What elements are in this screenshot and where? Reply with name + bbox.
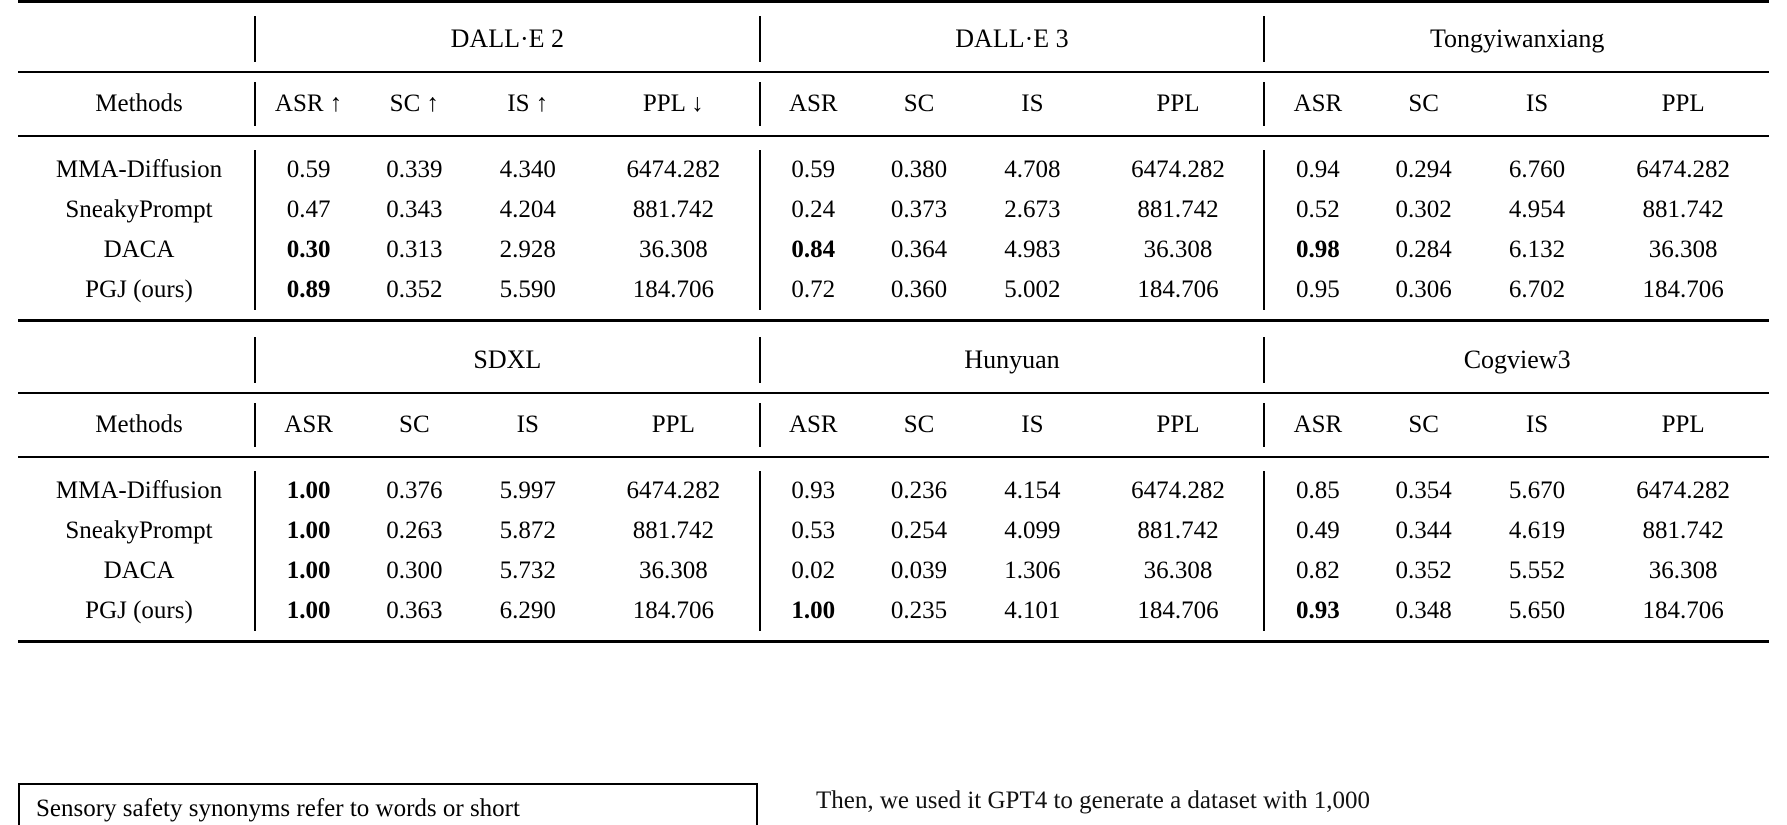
col-header-is-dalle3: IS [1021, 90, 1044, 117]
cell: 184.706 [632, 597, 714, 624]
cell: 0.59 [255, 150, 361, 190]
cell: 6474.282 [626, 477, 721, 504]
group-header-dalle2: DALL·E 2 [255, 16, 760, 62]
cell: 4.154 [1004, 477, 1061, 504]
col-header-ppl-hunyuan: PPL [1156, 411, 1200, 438]
cell-value-bold: 0.84 [791, 236, 836, 263]
group-header-hunyuan: Hunyuan [760, 337, 1265, 383]
cell: 6474.282 [1131, 156, 1225, 183]
col-header-sc-dalle2: SC ↑ [389, 90, 440, 117]
methods-header: Methods [95, 90, 183, 117]
cell: 184.706 [1642, 597, 1724, 624]
empty-corner [18, 16, 255, 62]
group-header-sdxl: SDXL [255, 337, 760, 383]
cell: 0.348 [1395, 597, 1452, 624]
cell [760, 591, 866, 631]
cell: 0.24 [760, 190, 866, 230]
spacer [18, 137, 1769, 150]
cell: 6474.282 [626, 156, 721, 183]
cell: 5.670 [1508, 477, 1566, 504]
cell: 0.263 [386, 517, 443, 544]
cell: 0.95 [1264, 270, 1370, 310]
cell [255, 270, 361, 310]
col-header-sc-dalle3: SC [903, 90, 935, 117]
col-header-ppl-tongyi: PPL [1661, 90, 1705, 117]
cell: 0.236 [890, 477, 948, 504]
row-method-label: DACA [103, 557, 175, 584]
table-row [18, 150, 1769, 190]
cell: 881.742 [632, 517, 714, 544]
col-header-ppl-dalle3: PPL [1156, 90, 1200, 117]
cell: 36.308 [638, 557, 708, 584]
cell: 0.380 [890, 156, 948, 183]
col-header-ppl-dalle2: PPL ↓ [642, 90, 704, 117]
cell: 4.708 [1004, 156, 1061, 183]
cell: 0.343 [386, 196, 443, 223]
col-header-asr-dalle2: ASR ↑ [255, 82, 361, 126]
cell: 184.706 [632, 276, 714, 303]
cell [255, 230, 361, 270]
cell: 5.590 [499, 276, 556, 303]
cell: 881.742 [1137, 517, 1219, 544]
spacer [18, 73, 1769, 82]
cell: 4.099 [1004, 517, 1061, 544]
cell: 0.360 [890, 276, 948, 303]
row-method-label: MMA-Diffusion [55, 156, 223, 183]
cell [760, 230, 866, 270]
cell: 184.706 [1642, 276, 1724, 303]
row-method-label: SneakyPrompt [65, 517, 213, 544]
cell: 0.363 [386, 597, 443, 624]
cell: 6474.282 [1636, 477, 1731, 504]
definition-callout-box [18, 783, 758, 825]
cell [1264, 230, 1370, 270]
cell: 4.204 [499, 196, 556, 223]
cell-value-bold: 0.98 [1296, 236, 1340, 263]
cell [1264, 591, 1370, 631]
group-header-row [18, 337, 1769, 383]
row-method-label: MMA-Diffusion [55, 477, 223, 504]
cell: 5.650 [1508, 597, 1566, 624]
body-paragraph-text: Then, we used it GPT4 to generate a dataset with 1,000 [816, 787, 1371, 814]
cell: 184.706 [1137, 597, 1219, 624]
cell: 2.928 [499, 236, 556, 263]
cell: 0.300 [386, 557, 443, 584]
cell: 0.344 [1395, 517, 1452, 544]
table-row [18, 190, 1769, 230]
cell [255, 591, 361, 631]
cell-value-bold: 1.00 [286, 557, 331, 584]
row-method-label: PGJ (ours) [85, 597, 193, 624]
col-header-asr-hunyuan: ASR [760, 403, 866, 447]
table-row [18, 591, 1769, 631]
cell: 0.49 [1264, 511, 1370, 551]
spacer [18, 62, 1769, 71]
cell: 2.673 [1004, 196, 1061, 223]
cell: 4.954 [1508, 196, 1566, 223]
cell: 0.364 [890, 236, 948, 263]
cell: 0.02 [760, 551, 866, 591]
spacer [18, 3, 1769, 16]
table-row [18, 551, 1769, 591]
cell: 0.94 [1264, 150, 1370, 190]
col-header-ppl-cogview3: PPL [1661, 411, 1705, 438]
col-header-asr-cogview3: ASR [1264, 403, 1370, 447]
group-header-tongyiwanxiang: Tongyiwanxiang [1264, 16, 1769, 62]
cell: 0.352 [386, 276, 443, 303]
cell: 881.742 [1642, 196, 1724, 223]
cell: 0.376 [386, 477, 443, 504]
cell: 6.760 [1508, 156, 1566, 183]
cell: 0.294 [1395, 156, 1452, 183]
cell [255, 471, 361, 511]
group-header-dalle3: DALL·E 3 [760, 16, 1265, 62]
column-header-row [18, 403, 1769, 447]
cell: 6.702 [1508, 276, 1566, 303]
col-header-is-tongyi: IS [1525, 90, 1549, 117]
cell: 0.373 [890, 196, 948, 223]
cell: 5.552 [1508, 557, 1566, 584]
row-method-label: SneakyPrompt [65, 196, 213, 223]
cell: 184.706 [1137, 276, 1219, 303]
cell: 0.039 [890, 557, 948, 584]
cell: 36.308 [1143, 236, 1213, 263]
col-header-asr-tongyi: ASR [1264, 82, 1370, 126]
cell: 5.002 [1004, 276, 1061, 303]
col-header-is-cogview3: IS [1525, 411, 1549, 438]
cell: 0.85 [1264, 471, 1370, 511]
table-row [18, 511, 1769, 551]
cell: 6.290 [499, 597, 556, 624]
row-method-label: DACA [103, 236, 175, 263]
col-header-asr-sdxl: ASR [255, 403, 361, 447]
cell: 4.619 [1508, 517, 1566, 544]
col-header-sc-tongyi: SC [1408, 90, 1439, 117]
spacer [18, 458, 1769, 471]
spacer [18, 631, 1769, 640]
group-header-cogview3: Cogview3 [1264, 337, 1769, 383]
lower-results-table [18, 324, 1769, 643]
cell: 5.732 [499, 557, 556, 584]
col-header-sc-cogview3: SC [1408, 411, 1439, 438]
table-row [18, 270, 1769, 310]
cell: 0.82 [1264, 551, 1370, 591]
body-paragraph-column [816, 787, 1769, 825]
cell: 0.352 [1395, 557, 1452, 584]
spacer [18, 383, 1769, 392]
cell: 5.997 [499, 477, 556, 504]
definition-callout-text: Sensory safety synonyms refer to words or short [36, 795, 520, 822]
cell: 0.302 [1395, 196, 1452, 223]
cell [255, 551, 361, 591]
cell: 0.235 [890, 597, 948, 624]
cell: 36.308 [1648, 236, 1718, 263]
cell: 4.983 [1004, 236, 1061, 263]
spacer [18, 324, 1769, 337]
cell: 881.742 [1137, 196, 1219, 223]
cell: 0.72 [760, 270, 866, 310]
cell: 0.52 [1264, 190, 1370, 230]
table-rule-bottom [18, 319, 1769, 322]
cell: 0.306 [1395, 276, 1452, 303]
cell: 881.742 [1642, 517, 1724, 544]
cell: 1.306 [1004, 557, 1061, 584]
empty-corner [18, 337, 255, 383]
cell: 0.47 [255, 190, 361, 230]
cell: 0.53 [760, 511, 866, 551]
cell [255, 511, 361, 551]
cell: 5.872 [499, 517, 556, 544]
cell: 881.742 [632, 196, 714, 223]
cell-value-bold: 0.89 [286, 276, 331, 303]
cell-value-bold: 1.00 [791, 597, 836, 624]
cell-value-bold: 1.00 [286, 597, 331, 624]
col-header-is-sdxl: IS [516, 411, 539, 438]
upper-results-table [18, 0, 1769, 322]
table-rule-bottom [18, 640, 1769, 643]
table-row [18, 230, 1769, 270]
col-header-sc-sdxl: SC [399, 411, 430, 438]
table-row [18, 471, 1769, 511]
cell-value-bold: 0.93 [1296, 597, 1340, 624]
cell: 4.340 [499, 156, 556, 183]
group-header-row [18, 16, 1769, 62]
col-header-asr-dalle3: ASR [760, 82, 866, 126]
cell: 0.93 [760, 471, 866, 511]
cell: 0.284 [1395, 236, 1452, 263]
col-header-is-dalle2: IS ↑ [507, 90, 549, 117]
cell: 4.101 [1004, 597, 1061, 624]
cell: 36.308 [638, 236, 708, 263]
cell-value-bold: 1.00 [286, 477, 331, 504]
spacer [18, 310, 1769, 319]
spacer [18, 394, 1769, 403]
bottom-content-area [18, 755, 1769, 825]
row-method-label: PGJ (ours) [85, 276, 193, 303]
column-header-row [18, 82, 1769, 126]
spacer [18, 447, 1769, 456]
cell: 0.339 [386, 156, 443, 183]
col-header-ppl-sdxl: PPL [651, 411, 695, 438]
cell: 36.308 [1143, 557, 1213, 584]
cell: 6.132 [1508, 236, 1566, 263]
cell: 6474.282 [1636, 156, 1731, 183]
cell: 0.313 [386, 236, 443, 263]
spacer [18, 126, 1769, 135]
cell-value-bold: 0.30 [286, 236, 331, 263]
cell: 36.308 [1648, 557, 1718, 584]
cell: 0.59 [760, 150, 866, 190]
cell: 0.254 [890, 517, 948, 544]
cell: 0.354 [1395, 477, 1452, 504]
col-header-is-hunyuan: IS [1021, 411, 1044, 438]
cell: 6474.282 [1131, 477, 1225, 504]
cell-value-bold: 1.00 [286, 517, 331, 544]
col-header-sc-hunyuan: SC [903, 411, 935, 438]
methods-header: Methods [95, 411, 183, 438]
